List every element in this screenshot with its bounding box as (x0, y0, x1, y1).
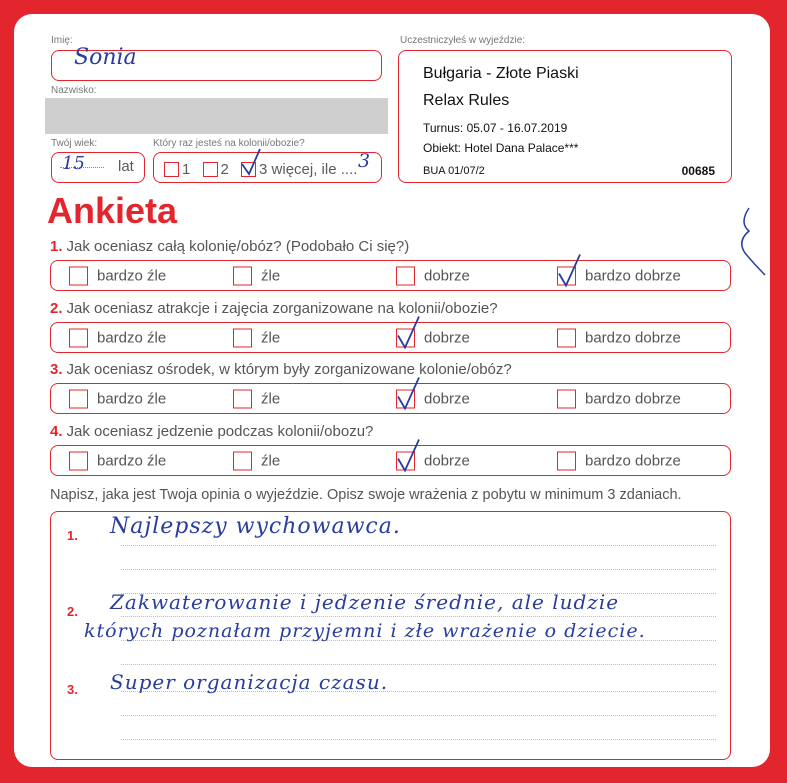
ktory-raz-field (153, 152, 382, 183)
option-checkbox[interactable] (557, 389, 576, 408)
option-label: dobrze (424, 329, 470, 346)
option-checkbox[interactable] (69, 389, 88, 408)
trip-obiekt: Obiekt: Hotel Dana Palace*** (423, 141, 579, 155)
option-checkbox[interactable] (557, 328, 576, 347)
raz-checkbox-3[interactable] (241, 162, 256, 177)
imie-label: Imię: (51, 35, 73, 46)
question-2-options (50, 322, 731, 353)
option-3[interactable] (396, 389, 470, 408)
wiek-value: 15 (62, 153, 85, 174)
answer-2-line-1: Zakwaterowanie i jedzenie średnie, ale ludzie (110, 590, 620, 614)
question-1-options (50, 260, 731, 291)
wiek-unit: lat (118, 158, 134, 175)
checkmark-icon (395, 436, 421, 472)
raz-label-2: 2 (220, 160, 229, 178)
option-2[interactable] (233, 266, 280, 285)
answer-number-1: 1. (67, 528, 78, 543)
imie-field[interactable] (51, 45, 382, 81)
option-label: bardzo źle (97, 267, 167, 284)
answer-number-3: 3. (67, 682, 78, 697)
option-label: bardzo dobrze (585, 267, 681, 284)
question-1-text (50, 238, 409, 255)
checkmark-icon (395, 313, 421, 349)
option-2[interactable] (233, 451, 280, 470)
option-label: źle (261, 452, 281, 469)
trip-destination: Bułgaria - Złote Piaski (423, 65, 579, 82)
option-checkbox[interactable] (396, 451, 415, 470)
answer-number-2: 2. (67, 604, 78, 619)
question-4-text (50, 423, 373, 440)
checkmark-icon (240, 147, 262, 177)
nazwisko-redacted (45, 98, 388, 134)
question-4-options (50, 445, 731, 476)
option-1[interactable] (69, 328, 166, 347)
raz-checkbox-1[interactable] (164, 162, 179, 177)
checkmark-icon (556, 251, 582, 287)
wiek-label: Twój wiek: (51, 138, 98, 149)
answer-2-line-2: których poznałam przyjemni i złe wrażenie o dziecie. (84, 620, 646, 642)
question-number: 3. (50, 361, 63, 378)
option-checkbox[interactable] (233, 389, 252, 408)
question-label: Jak oceniasz atrakcje i zajęcia zorganizowane na kolonii/obozie? (66, 300, 498, 317)
option-checkbox[interactable] (233, 328, 252, 347)
imie-value: Sonia (74, 45, 137, 70)
option-label: dobrze (424, 452, 470, 469)
option-checkbox[interactable] (396, 266, 415, 285)
option-4[interactable] (557, 266, 681, 285)
option-checkbox[interactable] (233, 451, 252, 470)
answer-3: Super organizacja czasu. (110, 670, 389, 694)
option-1[interactable] (69, 451, 166, 470)
option-checkbox[interactable] (69, 266, 88, 285)
option-checkbox[interactable] (69, 328, 88, 347)
checkmark-icon (395, 374, 421, 410)
raz-label-3: 3 więcej, ile .... (259, 160, 358, 178)
option-4[interactable] (557, 451, 681, 470)
answer-1: Najlepszy wychowawca. (110, 514, 401, 539)
option-label: bardzo źle (97, 390, 167, 407)
option-checkbox[interactable] (557, 451, 576, 470)
opinion-prompt: Napisz, jaka jest Twoja opinia o wyjeździe. Opisz swoje wrażenia z pobytu w minimum 3 zdaniach. (50, 487, 682, 503)
option-label: dobrze (424, 267, 470, 284)
option-label: dobrze (424, 390, 470, 407)
survey-sheet (14, 14, 770, 767)
raz-label-1: 1 (182, 160, 191, 178)
option-3[interactable] (396, 328, 470, 347)
raz-checkbox-2[interactable] (203, 162, 218, 177)
option-3[interactable] (396, 451, 470, 470)
question-number: 2. (50, 300, 63, 317)
option-label: źle (261, 329, 281, 346)
page-title: Ankieta (47, 190, 178, 231)
trip-turnus: Turnus: 05.07 - 16.07.2019 (423, 121, 568, 135)
trip-number: 00685 (681, 164, 715, 178)
option-label: źle (261, 267, 281, 284)
trip-info-box (398, 50, 732, 183)
option-label: bardzo źle (97, 329, 167, 346)
wiek-field[interactable] (51, 152, 145, 183)
option-label: bardzo źle (97, 452, 167, 469)
question-label: Jak oceniasz całą kolonię/obóz? (Podobało Ci się?) (66, 238, 410, 255)
question-2-text (50, 300, 498, 317)
trip-code: BUA 01/07/2 (423, 165, 485, 177)
option-checkbox[interactable] (557, 266, 576, 285)
option-label: bardzo dobrze (585, 329, 681, 346)
margin-scribble (735, 205, 775, 280)
option-checkbox[interactable] (396, 328, 415, 347)
option-4[interactable] (557, 328, 681, 347)
uczestnik-label: Uczestniczyłeś w wyjeździe: (400, 35, 526, 46)
option-2[interactable] (233, 328, 280, 347)
option-label: bardzo dobrze (585, 452, 681, 469)
option-label: bardzo dobrze (585, 390, 681, 407)
option-2[interactable] (233, 389, 280, 408)
question-number: 4. (50, 423, 63, 440)
option-checkbox[interactable] (69, 451, 88, 470)
option-1[interactable] (69, 266, 166, 285)
option-checkbox[interactable] (233, 266, 252, 285)
ile-value: 3 (358, 150, 371, 172)
option-checkbox[interactable] (396, 389, 415, 408)
question-label: Jak oceniasz jedzenie podczas kolonii/obozu? (66, 423, 374, 440)
trip-program: Relax Rules (423, 92, 510, 109)
question-3-options (50, 383, 731, 414)
ktory-raz-label: Który raz jesteś na kolonii/obozie? (153, 138, 305, 149)
option-1[interactable] (69, 389, 166, 408)
option-3[interactable] (396, 266, 470, 285)
option-4[interactable] (557, 389, 681, 408)
question-3-text (50, 361, 512, 378)
question-label: Jak oceniasz ośrodek, w którym były zorganizowane kolonie/obóz? (66, 361, 512, 378)
nazwisko-label: Nazwisko: (51, 85, 97, 96)
question-number: 1. (50, 238, 63, 255)
option-label: źle (261, 390, 281, 407)
